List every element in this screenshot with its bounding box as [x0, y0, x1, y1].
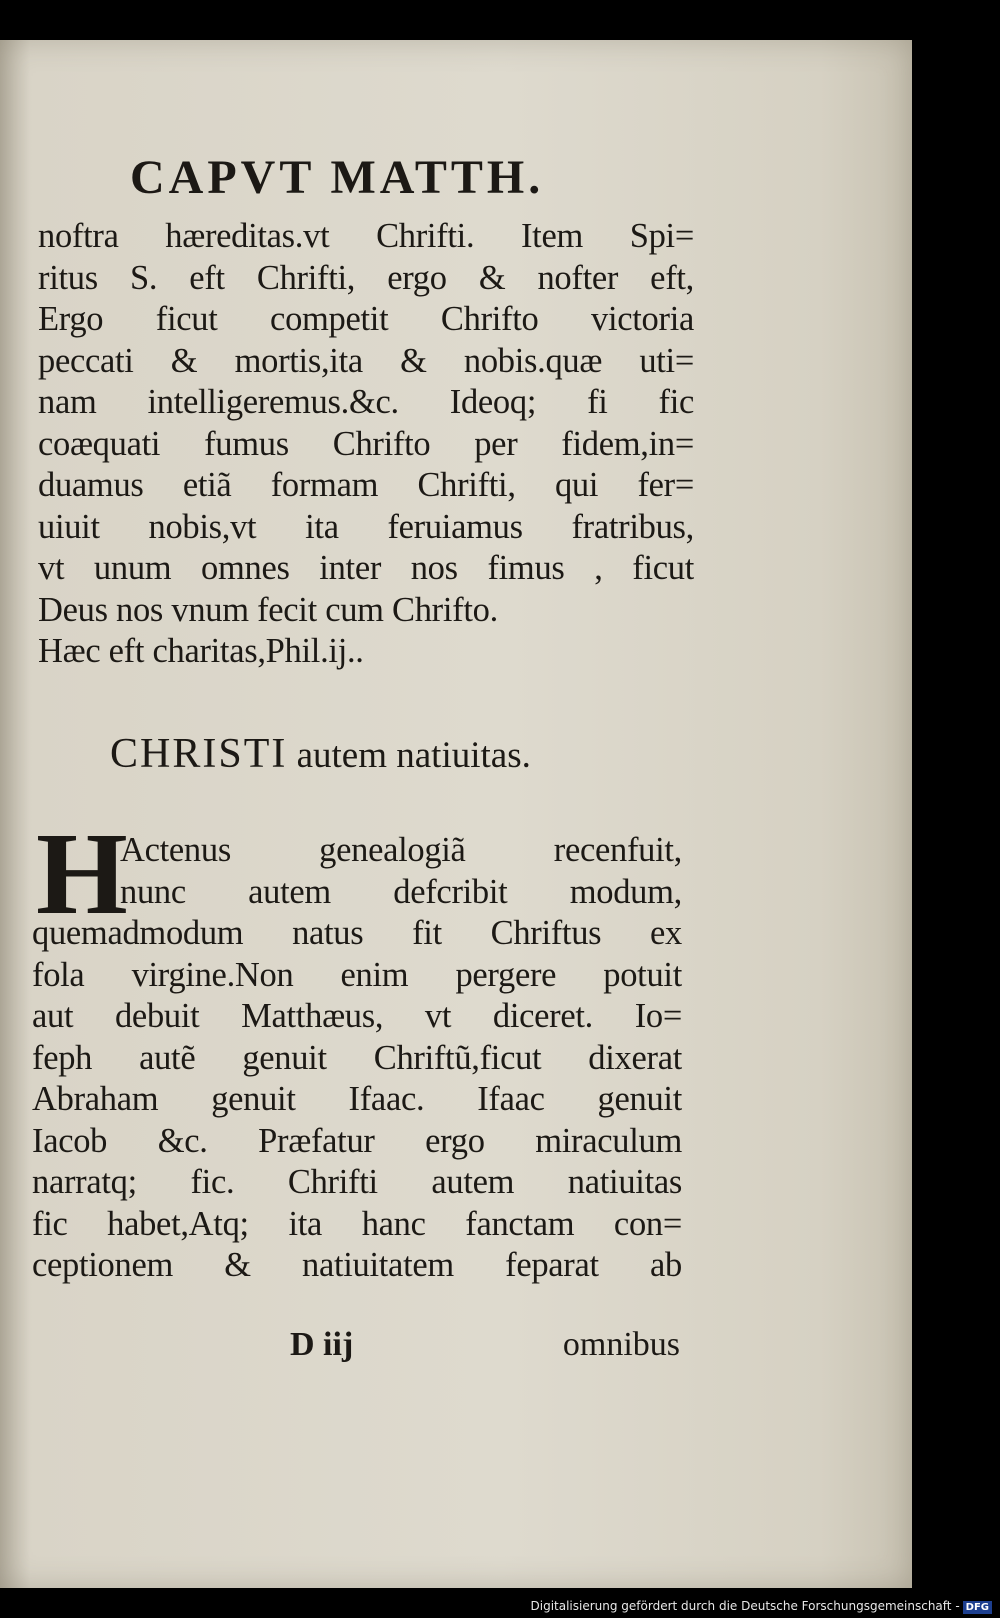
text-line: noftra hæreditas.vt Chrifti. Item Spi= — [38, 217, 694, 255]
signature-mark: D iij — [290, 1326, 354, 1363]
dfg-logo: DFG — [963, 1601, 992, 1614]
catchword: omnibus — [562, 1326, 680, 1363]
text-line: ceptionem & natiuitatem feparat ab — [32, 1246, 682, 1284]
section-heading-caps: CHRISTI — [110, 731, 288, 777]
text-line: Iacob &c. Præfatur ergo miraculum — [32, 1121, 682, 1160]
text-line: uiuit nobis,vt ita feruiamus fratribus, — [38, 507, 694, 546]
credit-text: Digitalisierung gefördert durch die Deutsche Forschungsgemeinschaft - — [530, 1599, 960, 1613]
text-line: Actenus genealogiã recenfuit, — [120, 831, 682, 869]
text-line: Abraham genuit Ifaac. Ifaac genuit — [32, 1080, 682, 1118]
digitization-credit — [531, 1599, 993, 1614]
running-head: CAPVT MATTH. — [130, 151, 545, 204]
text-line: fic habet,Atq; ita hanc fanctam con= — [32, 1204, 682, 1243]
text-line: nunc autem defcribit modum, — [120, 872, 682, 911]
text-line: Hæc eft charitas,Phil.ij.. — [38, 632, 364, 670]
text-line: Deus nos vnum fecit cum Chrifto. — [38, 590, 498, 629]
book-page — [0, 40, 912, 1588]
text-line: ritus S. eft Chrifti, ergo & nofter eft, — [38, 258, 694, 297]
text-line: peccati & mortis,ita & nobis.quæ uti= — [38, 341, 694, 380]
text-line: quemadmodum natus fit Chriftus ex — [32, 914, 682, 952]
text-line: narratq; fic. Chrifti autem natiuitas — [32, 1163, 682, 1201]
text-line: feph autẽ genuit Chriftũ,ficut dixerat — [32, 1038, 682, 1077]
paragraph-1 — [38, 216, 694, 673]
text-line: aut debuit Matthæus, vt diceret. Io= — [32, 997, 682, 1035]
text-line: fola virgine.Non enim pergere potuit — [32, 955, 682, 994]
text-line: nam intelligeremus.&c. Ideoq; fi fic — [38, 383, 694, 421]
text-line: duamus etiã formam Chrifti, qui fer= — [38, 466, 694, 504]
text-line: coæquati fumus Chrifto per fidem,in= — [38, 424, 694, 463]
text-line: Ergo ficut competit Chrifto victoria — [38, 300, 694, 338]
paragraph-2 — [32, 830, 682, 1287]
section-heading-rest: autem natiuitas. — [287, 735, 531, 776]
text-line: vt unum omnes inter nos fimus , ficut — [38, 549, 694, 587]
section-heading — [110, 730, 531, 778]
drop-cap: H — [36, 808, 128, 939]
